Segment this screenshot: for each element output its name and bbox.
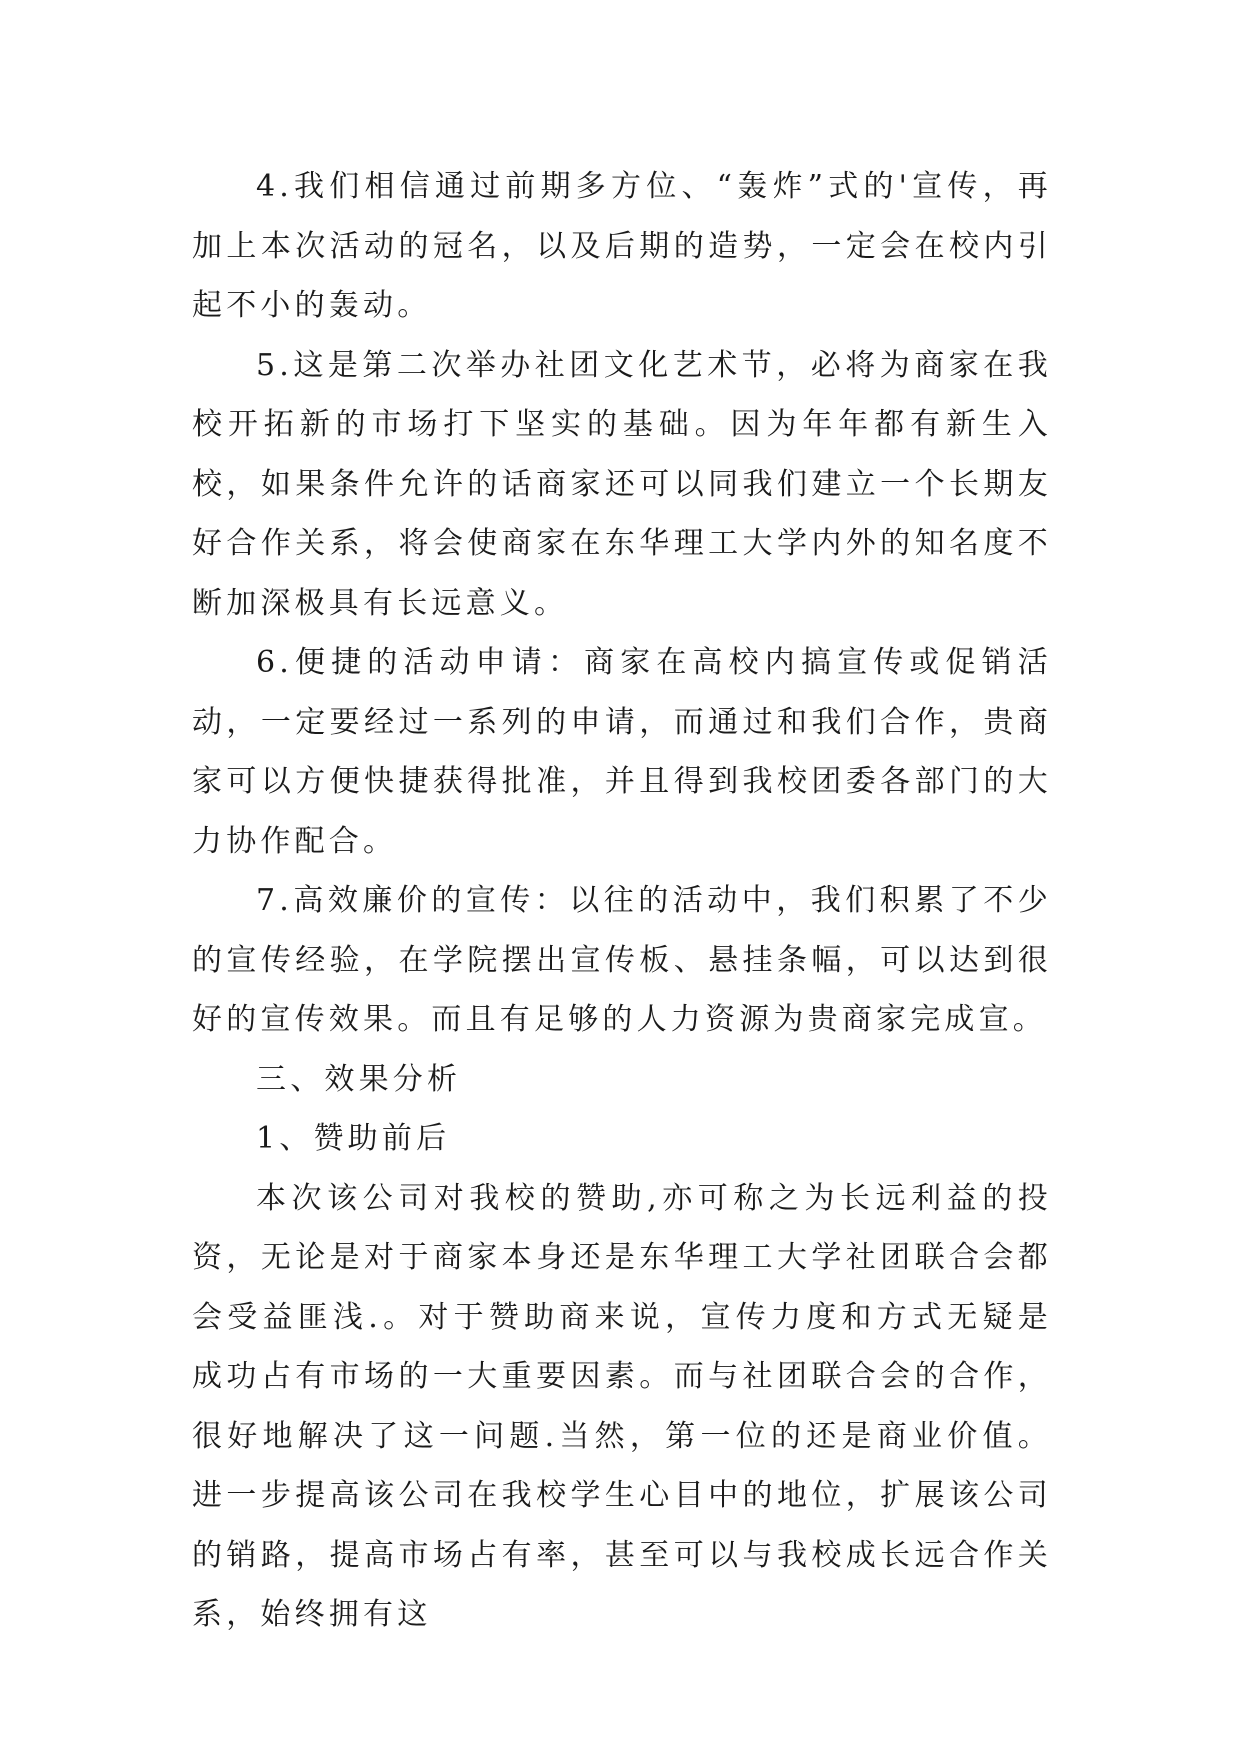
paragraph-item-4: 4.我们相信通过前期多方位、“轰炸”式的'宣传，再加上本次活动的冠名，以及后期的造势，一定会在校内引起不小的轰动。 bbox=[192, 169, 1052, 323]
paragraph-item-7: 7.高效廉价的宣传：以往的活动中，我们积累了不少的宣传经验，在学院摆出宣传板、悬挂条幅，可以达到很好的宣传效果。而且有足够的人力资源为贵商家完成宣。 bbox=[192, 883, 1052, 1037]
document-body bbox=[192, 157, 1052, 1645]
paragraph-sponsorship-analysis: 本次该公司对我校的赞助,亦可称之为长远利益的投资，无论是对于商家本身还是东华理工大学社团联合会都会受益匪浅.。对于赞助商来说，宣传力度和方式无疑是成功占有市场的一大重要因素。而与社团联合会的合作，很好地解决了这一问题.当然，第一位的还是商业价值。进一步提高该公司在我校学生心目中的地位，扩展该公司的销路，提高市场占有率，甚至可以与我校成长远合作关系，始终拥有这 bbox=[192, 1180, 1052, 1632]
section-heading-effect-analysis: 三、效果分析 bbox=[256, 1061, 462, 1097]
paragraph-item-5: 5.这是第二次举办社团文化艺术节，必将为商家在我校开拓新的市场打下坚实的基础。因为年年都有新生入校，如果条件允许的话商家还可以同我们建立一个长期友好合作关系，将会使商家在东华理工大学内外的知名度不断加深极具有长远意义。 bbox=[192, 347, 1052, 621]
subsection-heading-before-after-sponsorship: 1、赞助前后 bbox=[256, 1121, 451, 1156]
paragraph-item-6: 6.便捷的活动申请：商家在高校内搞宣传或促销活动，一定要经过一系列的申请，而通过和我们合作，贵商家可以方便快捷获得批准，并且得到我校团委各部门的大力协作配合。 bbox=[192, 645, 1052, 859]
